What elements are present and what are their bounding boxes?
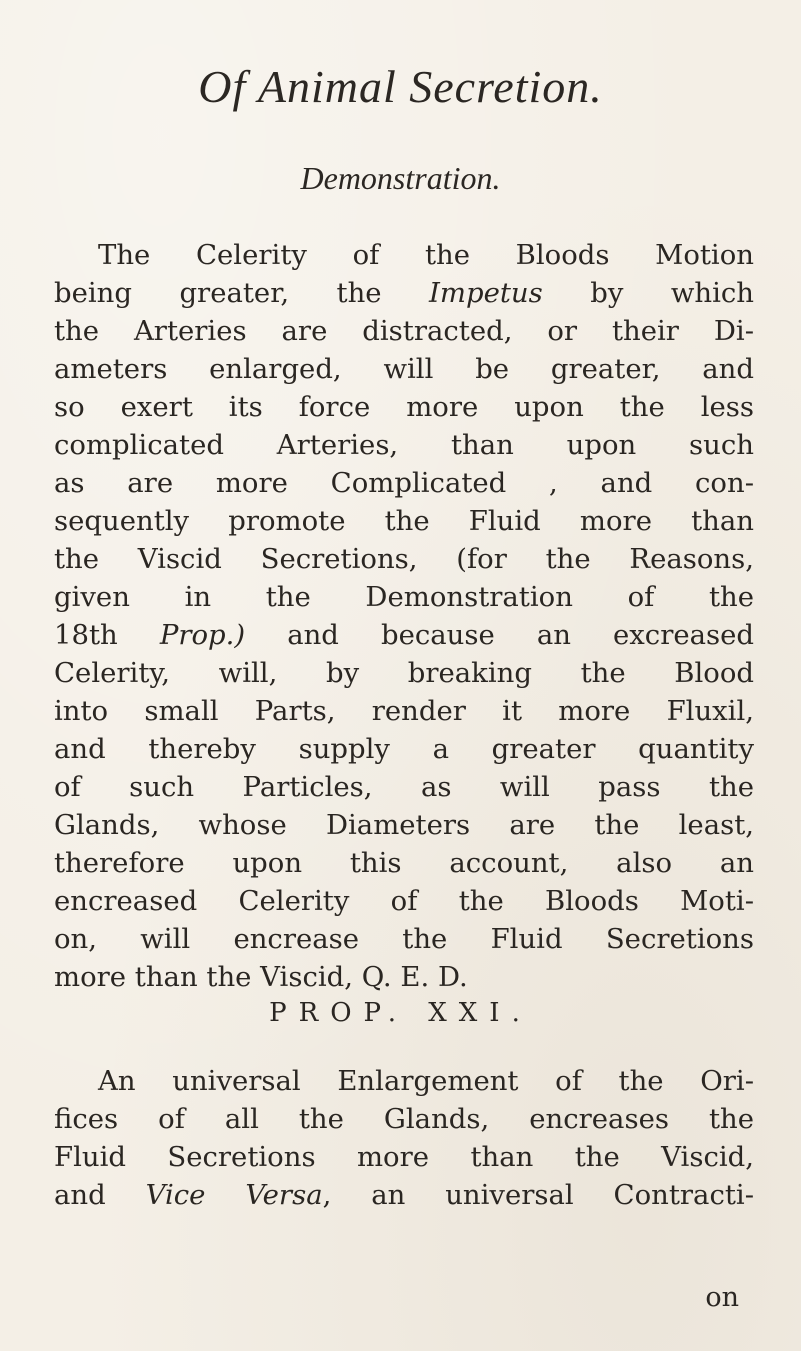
text-line: and Vice Versa, an universal Contracti-: [54, 1179, 754, 1211]
italic-text: Prop.): [159, 619, 246, 651]
catchword: on: [705, 1282, 739, 1313]
text-line: more than the Viscid, Q. E. D.: [54, 961, 468, 993]
text-line: given in the Demonstration of the: [54, 581, 754, 613]
text-line: sequently promote the Fluid more than: [54, 505, 754, 537]
proposition-paragraph: [54, 1062, 754, 1214]
italic-text: Impetus: [429, 277, 543, 309]
text-line: 18th Prop.) and because an excreased: [54, 619, 755, 651]
text-line: therefore upon this account, also an: [54, 847, 754, 879]
text-line: the Arteries are distracted, or their Di-: [54, 315, 754, 347]
text-line: and thereby supply a greater quantity: [54, 733, 754, 765]
text-line: fices of all the Glands, encreases the: [54, 1103, 754, 1135]
italic-text: Vice Versa: [145, 1179, 323, 1211]
text-line: so exert its force more upon the less: [54, 391, 754, 423]
text-line: Fluid Secretions more than the Viscid,: [54, 1141, 754, 1173]
running-head: Of Animal Secretion.: [198, 61, 603, 112]
text-line: complicated Arteries, than upon such: [54, 429, 754, 461]
proposition-heading: PROP. XXI.: [269, 998, 532, 1028]
text-line: Celerity, will, by breaking the Blood: [54, 657, 754, 689]
text-line: Glands, whose Diameters are the least,: [54, 809, 754, 841]
text-line: encreased Celerity of the Bloods Moti-: [54, 885, 754, 917]
demonstration-paragraph: [54, 236, 754, 996]
text-line: as are more Complicated , and con-: [54, 467, 754, 499]
text-line: ameters enlarged, will be greater, and: [54, 353, 754, 385]
text-line: into small Parts, render it more Fluxil,: [54, 695, 754, 727]
text-line: The Celerity of the Bloods Motion: [98, 239, 754, 271]
text-line: of such Particles, as will pass the: [54, 771, 754, 803]
text-line: on, will encrease the Fluid Secretions: [54, 923, 754, 955]
section-title: Demonstration.: [300, 160, 501, 196]
text-line: the Viscid Secretions, (for the Reasons,: [54, 543, 754, 575]
text-line: being greater, the Impetus by which: [54, 277, 754, 309]
text-line: An universal Enlargement of the Ori-: [98, 1065, 754, 1097]
